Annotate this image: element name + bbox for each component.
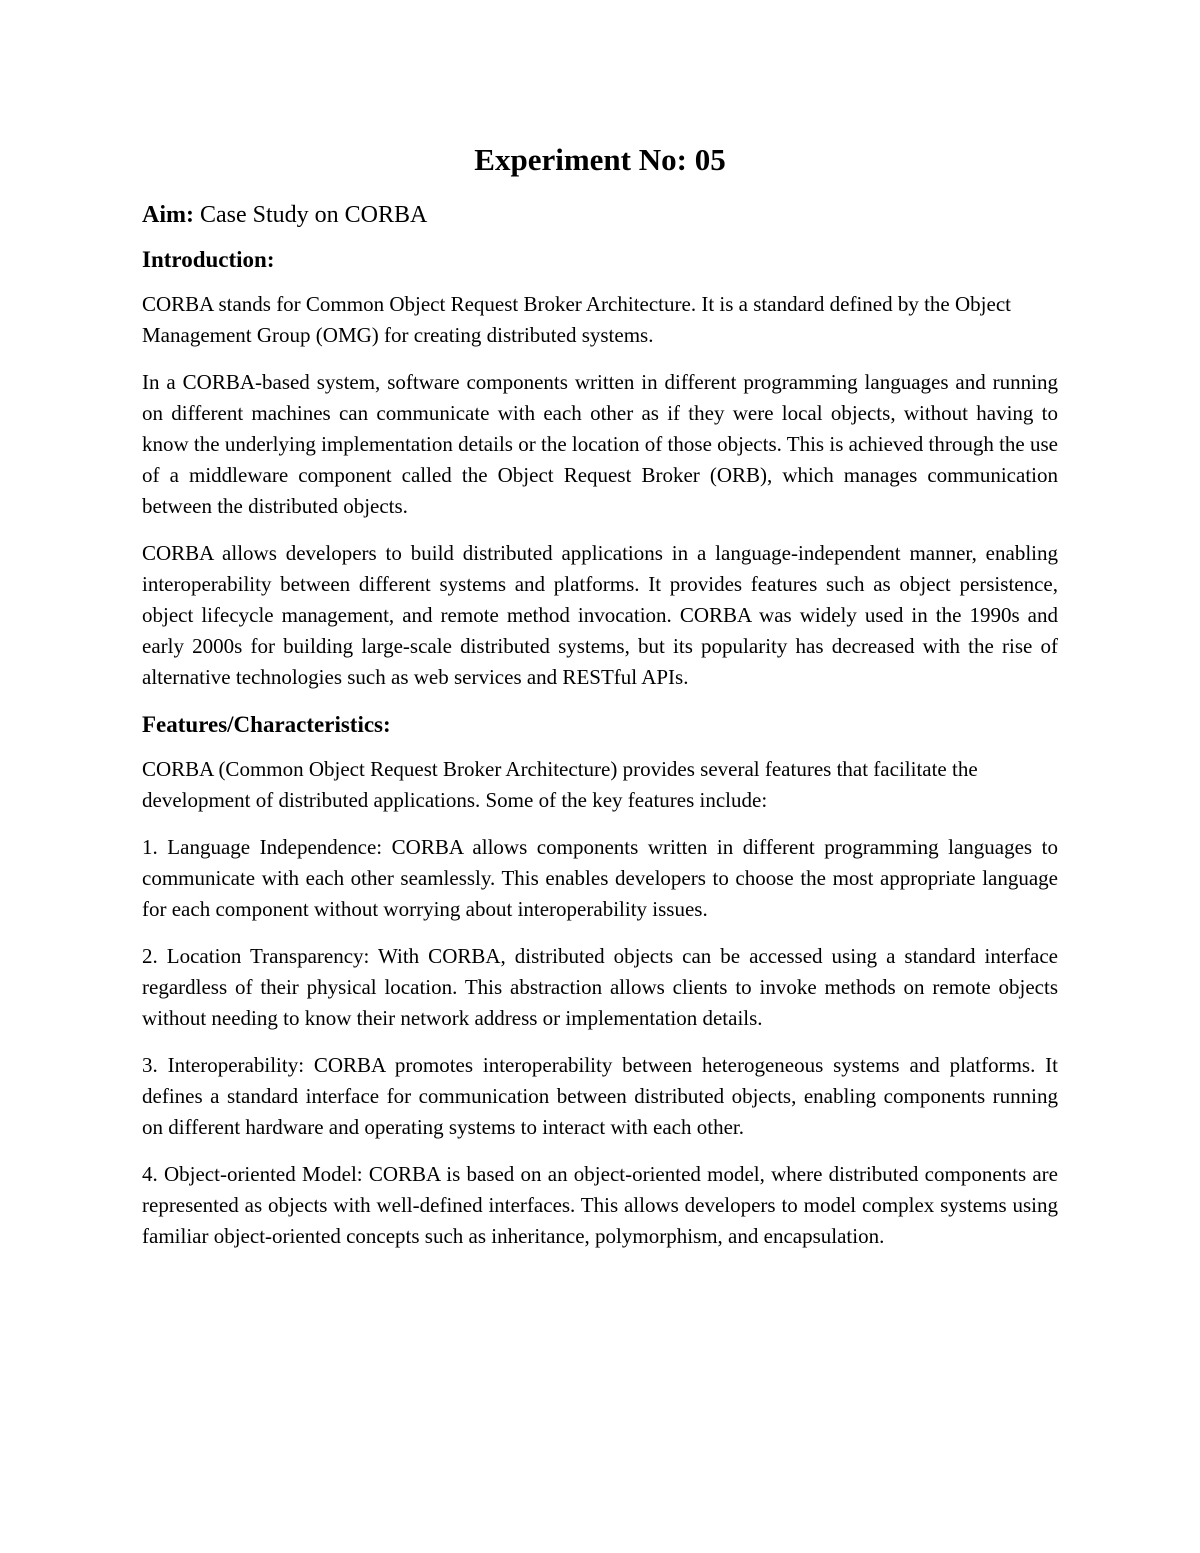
intro-paragraph-3: CORBA allows developers to build distributed applications in a language-independent manner, enabling interoperability between different systems and platforms. It provides features such as object persistence, object lifecycle management, and remote method invocation. CORBA was widely used in the 1990s and early 2000s for building large-scale distributed systems, but its popularity has decreased with the rise of alternative technologies such as web services and RESTful APIs. <box>142 541 1058 689</box>
document-page <box>142 140 1058 1268</box>
page-title: Experiment No: 05 <box>474 142 726 177</box>
features-heading: Features/Characteristics: <box>142 712 391 737</box>
intro-paragraph-2: In a CORBA-based system, software components written in different programming languages and running on different machines can communicate with each other as if they were local objects, without having to know the underlying implementation details or the location of those objects. This is achieved through the use of a middleware component called the Object Request Broker (ORB), which manages communication between the distributed objects. <box>142 370 1058 518</box>
aim-text: Case Study on CORBA <box>199 202 428 228</box>
introduction-heading: Introduction: <box>142 247 275 272</box>
aim-label: Aim: <box>142 202 194 228</box>
feature-item-2: 2. Location Transparency: With CORBA, distributed objects can be accessed using a standard interface regardless of their physical location. This abstraction allows clients to invoke methods on remote objects without needing to know their network address or implementation details. <box>142 944 1058 1030</box>
feature-item-3: 3. Interoperability: CORBA promotes interoperability between heterogeneous systems and platforms. It defines a standard interface for communication between distributed objects, enabling components running on different hardware and operating systems to interact with each other. <box>142 1053 1058 1139</box>
features-intro: CORBA (Common Object Request Broker Architecture) provides several features that facilitate the development of distributed applications. Some of the key features include: <box>142 757 978 812</box>
feature-item-4: 4. Object-oriented Model: CORBA is based on an object-oriented model, where distributed components are represented as objects with well-defined interfaces. This allows developers to model complex systems using familiar object-oriented concepts such as inheritance, polymorphism, and encapsulation. <box>142 1162 1058 1248</box>
intro-paragraph-1: CORBA stands for Common Object Request Broker Architecture. It is a standard defined by the Object Management Group (OMG) for creating distributed systems. <box>142 292 1011 347</box>
feature-item-1: 1. Language Independence: CORBA allows components written in different programming languages to communicate with each other seamlessly. This enables developers to choose the most appropriate language for each component without worrying about interoperability issues. <box>142 835 1058 921</box>
aim-line <box>142 198 1058 232</box>
